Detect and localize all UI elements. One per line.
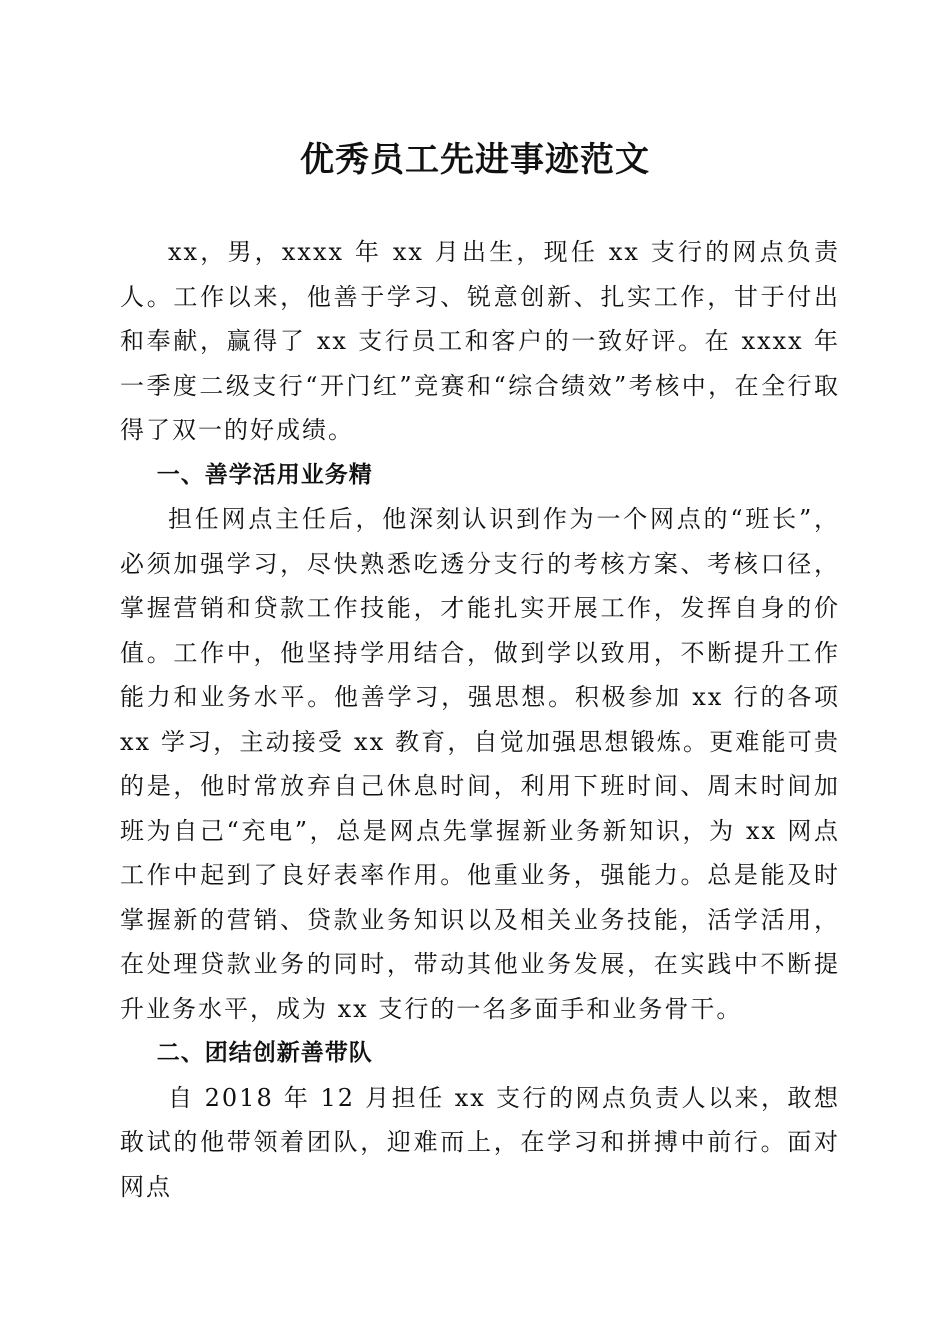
section-1-paragraph: 担任网点主任后，他深刻认识到作为一个网点的“班长”，必须加强学习，尽快熟悉吃透分支行的考核方案、考核口径，掌握营销和贷款工作技能，才能扎实开展工作，发挥自身的价值。工作中，他坚持学用结合，做到学以致用，不断提升工作能力和业务水平。他善学习，强思想。积极参加 xx 行的各项 xx 学习，主动接受 xx 教育，自觉加强思想锻炼。更难能可贵的是，他时常放弃自己休息时间，利用下班时间、周末时间加班为自己“充电”，总是网点先掌握新业务新知识，为 xx 网点工作中起到了良好表率作用。他重业务，强能力。总是能及时掌握新的营销、贷款业务知识以及相关业务技能，活学活用，在处理贷款业务的同时，带动其他业务发展，在实践中不断提升业务水平，成为 xx 支行的一名多面手和业务骨干。 (120, 505, 840, 1023)
section-1-heading: 一、善学活用业务精 (156, 461, 373, 488)
section-2-paragraph: 自 2018 年 12 月担任 xx 支行的网点负责人以来，敢想敢试的他带领着团队，迎难而上，在学习和拼搏中前行。面对网点 (120, 1083, 840, 1201)
section-2-heading: 二、团结创新善带队 (156, 1040, 373, 1066)
intro-paragraph: xx，男，xxxx 年 xx 月出生，现任 xx 支行的网点负责人。工作以来，他善于学习、锐意创新、扎实工作，甘于付出和奉献，赢得了 xx 支行员工和客户的一致好评。在 xxxx 年一季度二级支行“开门红”竞赛和“综合绩效”考核中，在全行取得了双一的好成绩。 (120, 238, 840, 444)
document-title: 优秀员工先进事迹范文 (300, 140, 650, 180)
document-body (120, 230, 840, 1209)
